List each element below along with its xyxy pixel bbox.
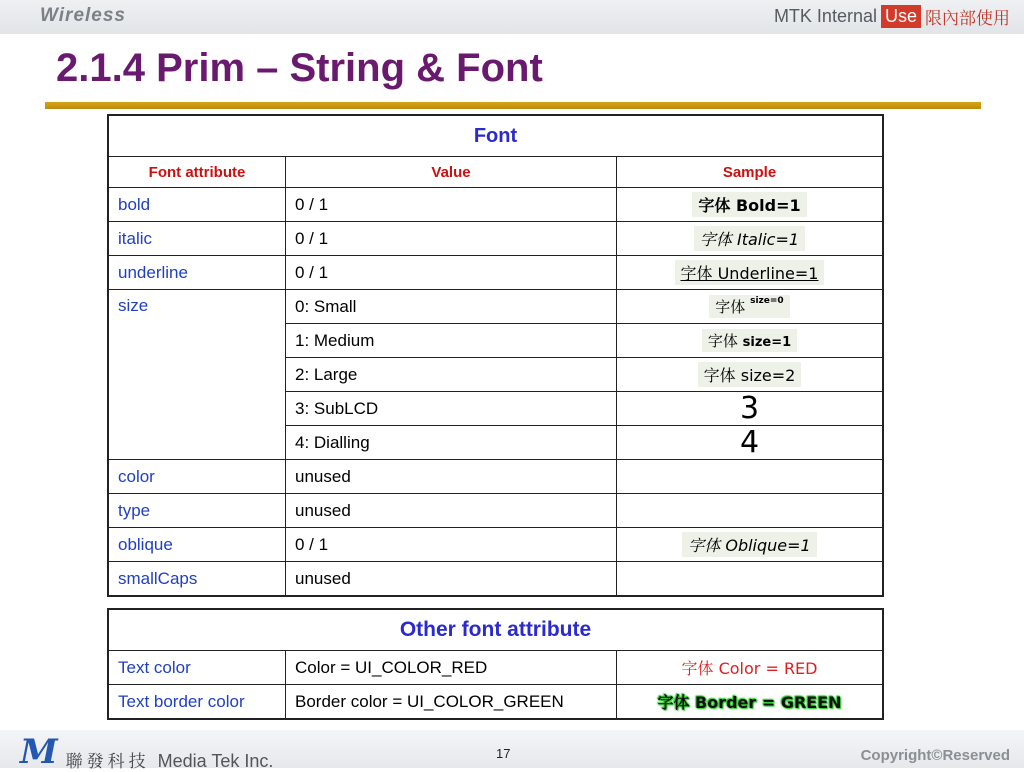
sample-cell	[617, 685, 884, 720]
sample-size-1-text: size=1	[742, 335, 792, 350]
other-font-table	[107, 608, 884, 720]
column-header-attribute: Font attribute	[108, 157, 286, 188]
sample-size-4: 4	[728, 428, 771, 458]
sample-cell	[617, 460, 884, 494]
internal-label: MTK Internal	[773, 6, 877, 26]
page-number: 17	[496, 746, 511, 761]
company-logo	[20, 732, 273, 772]
sample-size-1-prefix: 字体	[707, 332, 738, 350]
attribute-cell: italic	[108, 222, 286, 256]
sample-underline: 字体 Underline=1	[675, 260, 825, 285]
sample-size-3: 3	[728, 394, 771, 424]
copyright-notice: Copyright©Reserved	[860, 747, 1010, 764]
table-row	[108, 290, 883, 324]
sample-cell	[617, 188, 884, 222]
attribute-cell: size	[108, 290, 286, 460]
attribute-cell: color	[108, 460, 286, 494]
sample-size-2: 字体 size=2	[698, 362, 802, 387]
sample-cell	[617, 426, 884, 460]
use-badge: Use	[881, 5, 921, 28]
value-cell: 0 / 1	[286, 188, 617, 222]
value-cell: 4: Dialling	[286, 426, 617, 460]
sample-cell	[617, 222, 884, 256]
table-row	[108, 528, 883, 562]
attribute-cell: Text color	[108, 651, 286, 685]
sample-italic: 字体 Italic=1	[694, 226, 805, 251]
logo-letter: M	[20, 732, 58, 772]
sample-cell	[617, 528, 884, 562]
brand-wireless: Wireless	[40, 5, 126, 26]
attribute-cell: type	[108, 494, 286, 528]
company-name: Media Tek Inc.	[157, 751, 274, 771]
sample-cell	[617, 324, 884, 358]
table-row	[108, 256, 883, 290]
value-cell: 0 / 1	[286, 222, 617, 256]
value-cell: 0: Small	[286, 290, 617, 324]
other-table-title: Other font attribute	[108, 609, 883, 651]
table-row	[108, 222, 883, 256]
value-cell: Color = UI_COLOR_RED	[286, 651, 617, 685]
value-cell: Border color = UI_COLOR_GREEN	[286, 685, 617, 720]
attribute-cell: underline	[108, 256, 286, 290]
sample-size-0	[709, 295, 789, 318]
column-header-sample: Sample	[617, 157, 884, 188]
sample-border-green: 字体 Border = GREEN	[651, 689, 847, 714]
value-cell: unused	[286, 494, 617, 528]
value-cell: 2: Large	[286, 358, 617, 392]
column-header-value: Value	[286, 157, 617, 188]
sample-cell	[617, 256, 884, 290]
sample-cell	[617, 651, 884, 685]
sample-cell	[617, 494, 884, 528]
table-row	[108, 188, 883, 222]
logo-cjk-name: 聯發科技	[65, 752, 150, 772]
sample-size-0-prefix: 字体	[715, 298, 746, 316]
value-cell: 1: Medium	[286, 324, 617, 358]
value-cell: 0 / 1	[286, 256, 617, 290]
internal-use-label	[774, 4, 1010, 29]
page-title: 2.1.4 Prim – String & Font	[56, 46, 543, 90]
table-row	[108, 460, 883, 494]
attribute-cell: bold	[108, 188, 286, 222]
sample-cell	[617, 290, 884, 324]
table-row	[108, 685, 883, 720]
sample-cell	[617, 562, 884, 597]
font-table-title: Font	[108, 115, 883, 157]
sample-cell	[617, 358, 884, 392]
value-cell: 0 / 1	[286, 528, 617, 562]
font-table	[107, 114, 884, 597]
value-cell: unused	[286, 460, 617, 494]
sample-cell	[617, 392, 884, 426]
sample-color-red: 字体 Color = RED	[676, 655, 824, 680]
value-cell: unused	[286, 562, 617, 597]
attribute-cell: Text border color	[108, 685, 286, 720]
sample-size-1	[702, 329, 797, 352]
table-row	[108, 651, 883, 685]
table-row	[108, 562, 883, 597]
value-cell: 3: SubLCD	[286, 392, 617, 426]
table-row	[108, 494, 883, 528]
attribute-cell: smallCaps	[108, 562, 286, 597]
title-divider	[45, 102, 981, 109]
internal-cjk: 限內部使用	[925, 9, 1010, 29]
attribute-cell: oblique	[108, 528, 286, 562]
sample-bold: 字体 Bold=1	[692, 192, 806, 217]
sample-size-0-text: size=0	[750, 296, 784, 306]
sample-oblique: 字体 Oblique=1	[682, 532, 816, 557]
